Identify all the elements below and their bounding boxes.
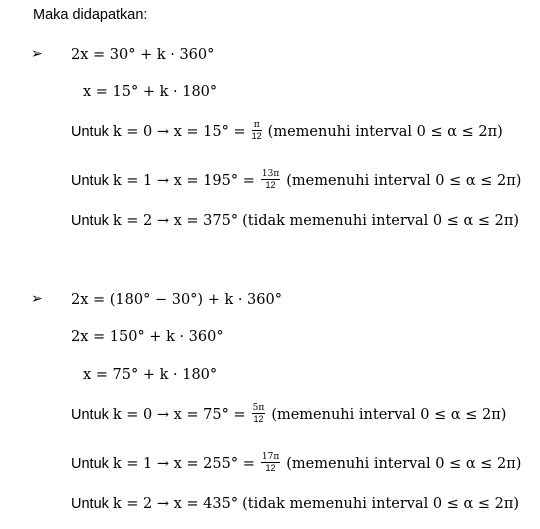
fraction-numerator: π (252, 120, 262, 131)
case-prefix: Untuk (71, 456, 109, 473)
fraction (252, 120, 262, 141)
equation-block1-line2: x = 15° + k · 180° (83, 84, 218, 100)
equation-block2-line3: x = 75° + k · 180° (83, 367, 218, 383)
fraction-denominator: 12 (265, 180, 276, 190)
equation-block2-line1: 2x = (180° − 30°) + k · 360° (71, 292, 282, 308)
fraction-denominator: 12 (265, 463, 276, 473)
case-prefix: Untuk (71, 124, 109, 141)
case-row (71, 171, 521, 192)
case-row (71, 122, 503, 143)
bullet-icon: ➢ (31, 46, 43, 62)
case-note: (memenuhi interval 0 ≤ α ≤ 2π) (286, 173, 522, 190)
fraction-numerator: 17π (261, 452, 280, 462)
case-row (71, 495, 519, 513)
heading: Maka didapatkan: (33, 7, 148, 23)
fraction-numerator: 5π (252, 403, 265, 413)
case-expression: k = 2 → x = 435° (112, 496, 239, 512)
fraction (261, 452, 280, 473)
case-prefix: Untuk (71, 173, 109, 190)
equation-block1-line1: 2x = 30° + k · 360° (71, 47, 215, 63)
fraction-denominator: 12 (251, 131, 262, 141)
case-prefix: Untuk (71, 496, 109, 512)
case-prefix: Untuk (71, 213, 109, 229)
case-row (71, 212, 519, 230)
case-expression: k = 0 → x = 15° = (112, 124, 246, 141)
fraction (261, 169, 280, 190)
case-expression: k = 0 → x = 75° = (112, 407, 246, 424)
case-row (71, 454, 521, 475)
case-note: (tidak memenuhi interval 0 ≤ α ≤ 2π) (242, 496, 520, 512)
case-expression: k = 1 → x = 195° = (112, 173, 255, 190)
bullet-icon: ➢ (31, 291, 43, 307)
fraction-numerator: 13π (261, 169, 280, 179)
case-prefix: Untuk (71, 407, 109, 424)
case-note: (tidak memenuhi interval 0 ≤ α ≤ 2π) (242, 213, 520, 229)
fraction (252, 403, 266, 424)
case-expression: k = 1 → x = 255° = (112, 456, 255, 473)
case-note: (memenuhi interval 0 ≤ α ≤ 2π) (286, 456, 522, 473)
case-row (71, 405, 506, 426)
case-expression: k = 2 → x = 375° (112, 213, 239, 229)
case-note: (memenuhi interval 0 ≤ α ≤ 2π) (267, 124, 503, 141)
fraction-denominator: 12 (253, 414, 264, 424)
equation-block2-line2: 2x = 150° + k · 360° (71, 329, 224, 345)
case-note: (memenuhi interval 0 ≤ α ≤ 2π) (271, 407, 507, 424)
